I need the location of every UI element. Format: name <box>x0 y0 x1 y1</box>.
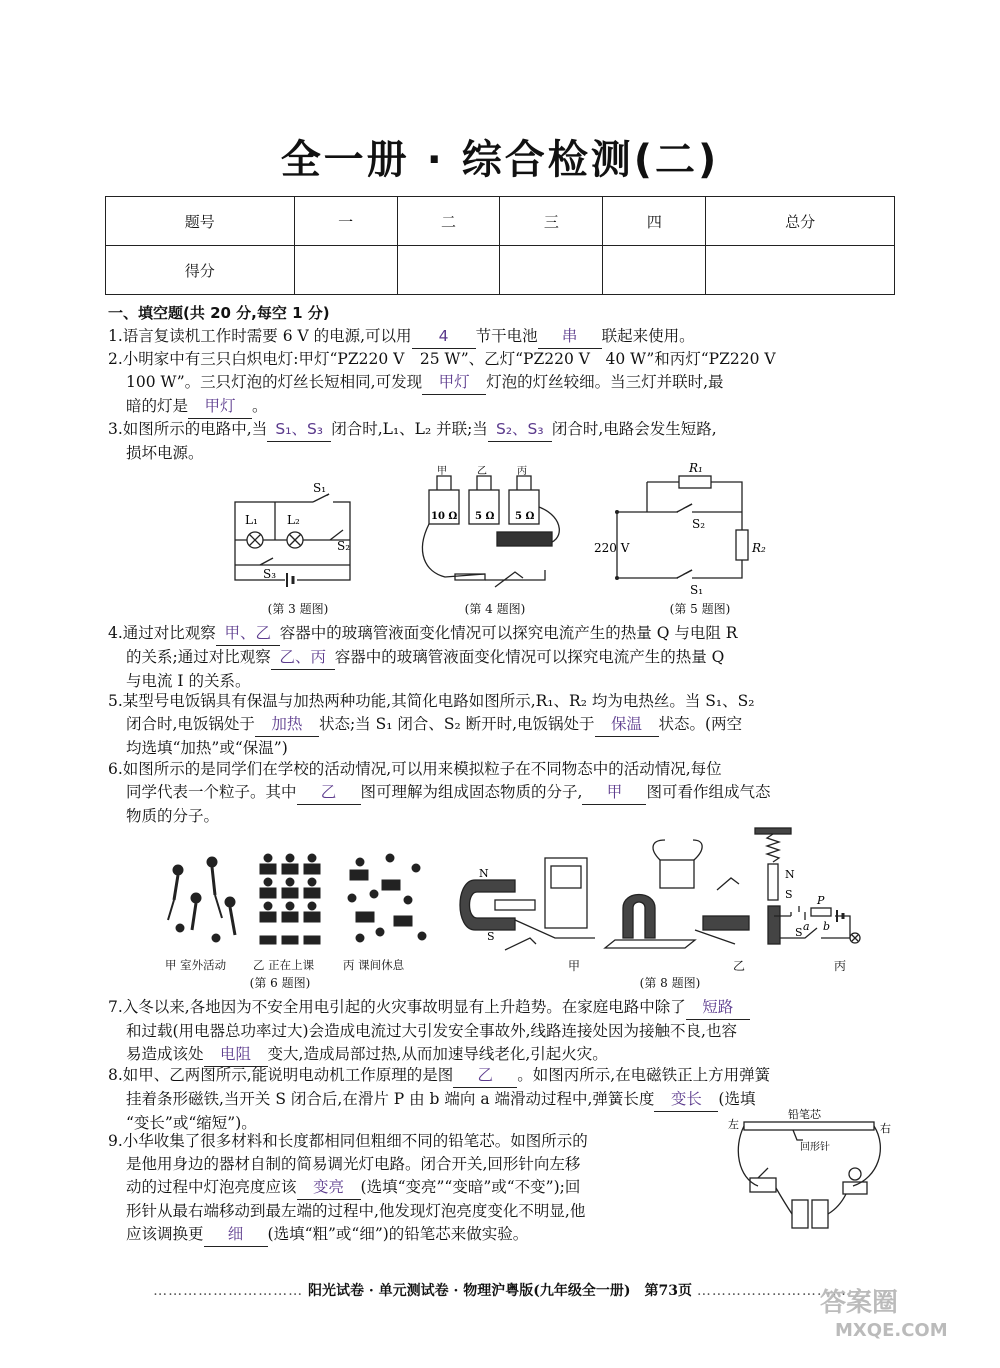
answer-blank: 电阻 <box>204 1043 268 1067</box>
answer-blank: S₂、S₃ <box>488 418 552 442</box>
table-header-cell: 二 <box>397 197 500 246</box>
question-6: 6.如图所示的是同学们在学校的活动情况,可以用来模拟粒子在不同物态中的活动情况,每位 同学代表一个粒子。其中 乙 图可理解为组成固态物质的分子, 甲 图可看作组成气态 物质的分子。 <box>108 760 771 825</box>
figure-3-circuit <box>225 480 370 600</box>
watermark-url: MXQE.COM <box>835 1320 948 1341</box>
figure-9-circuit <box>728 1108 898 1233</box>
container-label: 甲 <box>437 466 447 477</box>
question-9: 9.小华收集了很多材料和长度都相同但粗细不同的铅笔芯。如图所示的 是他用身边的器材自制的简易调光灯电路。闭合开关,回形针向左移 动的过程中灯泡亮度应该 变亮 (选填“变亮”“变暗”或“不变”);回 形针从最右端移动到最左端的过程中,他发现灯泡亮度变化不明显,他 应该调换更 细 (选填“粗”或“细”)的铅笔芯来做实验。 <box>108 1130 718 1247</box>
figure-6-sub-captions: 甲 室外活动 乙 正在上课 丙 课间休息 <box>165 958 405 972</box>
magnet-label: S <box>785 888 793 901</box>
table-header-cell: 一 <box>294 197 397 246</box>
slider-label: P <box>817 894 825 907</box>
question-3: 3.如图所示的电路中,当 S₁、S₃ 闭合时,L₁、L₂ 并联;当 S₂、S₃ 闭合时,电路会发生短路, 损坏电源。 <box>108 420 717 462</box>
score-cell <box>294 246 397 295</box>
table-header-cell: 三 <box>500 197 603 246</box>
fig5-label: S₂ <box>692 517 706 531</box>
clip-label: 回形针 <box>800 1142 830 1153</box>
resistor-label: 5 Ω <box>475 511 495 522</box>
answer-blank: 甲 <box>582 781 646 805</box>
figure-8-illustrations <box>455 820 885 960</box>
fig3-label: L₂ <box>287 513 300 527</box>
answer-blank: 串 <box>538 325 602 349</box>
container-label: 丙 <box>517 466 527 477</box>
table-row <box>106 197 895 246</box>
figure-6-illustrations <box>160 850 440 958</box>
fig3-label: S₂ <box>337 539 351 553</box>
answer-blank: 加热 <box>255 713 319 737</box>
table-header-cell: 总分 <box>706 197 895 246</box>
answer-blank: 保温 <box>595 713 659 737</box>
container-label: 乙 <box>477 466 487 477</box>
score-cell <box>603 246 706 295</box>
score-cell <box>706 246 895 295</box>
question-4: 4.通过对比观察 甲、乙 容器中的玻璃管液面变化情况可以探究电流产生的热量 Q 与电阻 R 的关系;通过对比观察 乙、丙 容器中的玻璃管液面变化情况可以探究电流产生的热量 Q 与电流 I 的关系。 <box>108 624 738 690</box>
fig5-label: S₁ <box>690 583 704 597</box>
magnet-label: N <box>785 868 795 881</box>
answer-blank: 乙、丙 <box>271 646 335 670</box>
answer-blank: 乙 <box>453 1064 517 1088</box>
slider-end-label: b <box>823 920 831 933</box>
question-2: 2.小明家中有三只白炽电灯:甲灯“PZ220 V 25 W”、乙灯“PZ220 V 40 W”和丙灯“PZ220 V 100 W”。三只灯泡的灯丝长短相同,可发现 甲灯 灯泡的灯丝较细。当三灯并联时,最 暗的灯是 甲灯 。 <box>108 348 898 419</box>
figure-5-caption: (第 5 题图) <box>669 602 731 616</box>
fig3-label: S₁ <box>313 481 327 495</box>
outdoor-activity-image <box>168 857 235 942</box>
figure-3-caption: (第 3 题图) <box>267 602 329 616</box>
score-cell <box>397 246 500 295</box>
magnet-label: N <box>479 867 489 880</box>
lead-label: 铅笔芯 <box>788 1108 821 1121</box>
answer-blank: S₁、S₃ <box>267 418 331 442</box>
score-table <box>105 196 895 295</box>
figure-8-sub-captions: 甲 乙 丙 <box>567 959 846 973</box>
score-cell <box>500 246 603 295</box>
table-header-cell: 四 <box>603 197 706 246</box>
resistor-label: 10 Ω <box>431 511 458 522</box>
figure-8-caption: (第 8 题图) <box>639 976 701 990</box>
answer-blank: 变长 <box>654 1088 718 1112</box>
footer-text: 阳光试卷 · 单元测试卷 · 物理沪粤版(九年级全一册) 第73页 <box>308 1283 692 1299</box>
section-heading: 一、填空题(共 20 分,每空 1 分) <box>108 304 330 322</box>
direction-label: 左 <box>728 1118 739 1131</box>
question-1: 1.语言复读机工作时需要 6 V 的电源,可以用 4 节干电池 串 联起来使用。 <box>108 325 898 349</box>
figure-5-circuit <box>592 460 777 600</box>
direction-label: 右 <box>880 1122 891 1135</box>
question-7: 7.入冬以来,各地因为不安全用电引起的火灾事故明显有上升趋势。在家庭电路中除了 短路 和过载(用电器总功率过大)会造成电流过大引发安全事故外,线路连接处因为接触不良,也容 易造成该处 电阻 变大,造成局部过热,从而加速导线老化,引起火灾。 <box>108 996 898 1067</box>
fig3-label: L₁ <box>245 513 258 527</box>
row-label: 得分 <box>106 246 295 295</box>
table-header-cell: 题号 <box>106 197 295 246</box>
figure-6-caption: (第 6 题图) <box>249 976 311 990</box>
fig5-label: 220 V <box>594 541 630 555</box>
classroom-image <box>260 854 320 944</box>
table-row <box>106 246 895 295</box>
fig5-label: R₁ <box>689 461 703 475</box>
figure-4-caption: (第 4 题图) <box>464 602 526 616</box>
answer-blank: 细 <box>204 1223 268 1247</box>
switch-label: S <box>795 926 803 939</box>
question-5: 5.某型号电饭锅具有保温与加热两种功能,其简化电路如图所示,R₁、R₂ 均为电热丝。当 S₁、S₂ 闭合时,电饭锅处于 加热 状态;当 S₁ 闭合、S₂ 断开时,电饭锅处于 保温 状态。(两空 均选填“加热”或“保温”) <box>108 692 755 757</box>
answer-blank: 4 <box>412 325 476 349</box>
resistor-label: 5 Ω <box>515 511 535 522</box>
answer-blank: 变亮 <box>297 1176 361 1200</box>
watermark-logo: 答案圈 <box>820 1288 899 1318</box>
question-8: 8.如甲、乙两图所示,能说明电动机工作原理的是图 乙 。如图丙所示,在电磁铁正上方用弹簧 挂着条形磁铁,当开关 S 闭合后,在滑片 P 由 b 端向 a 端滑动过程中,弹簧长度 变长 (选填 “变长”或“缩短”)。 <box>108 1066 771 1132</box>
answer-blank: 甲灯 <box>188 395 252 419</box>
magnet-label: S <box>487 930 495 943</box>
page-footer: ………………………… 阳光试卷 · 单元测试卷 · 物理沪粤版(九年级全一册) 第73页 ………………………… <box>153 1283 847 1299</box>
answer-blank: 短路 <box>686 996 750 1020</box>
answer-blank: 甲、乙 <box>216 622 280 646</box>
fig5-label: R₂ <box>752 541 766 555</box>
answer-blank: 乙 <box>297 781 361 805</box>
slider-end-label: a <box>803 920 810 933</box>
answer-blank: 甲灯 <box>422 371 486 395</box>
page-title: 全一册 · 综合检测(二) <box>280 137 720 183</box>
fig8-yi-image <box>605 840 749 948</box>
figure-4-apparatus <box>415 462 575 597</box>
break-time-image <box>348 854 426 942</box>
fig3-label: S₃ <box>263 567 277 581</box>
